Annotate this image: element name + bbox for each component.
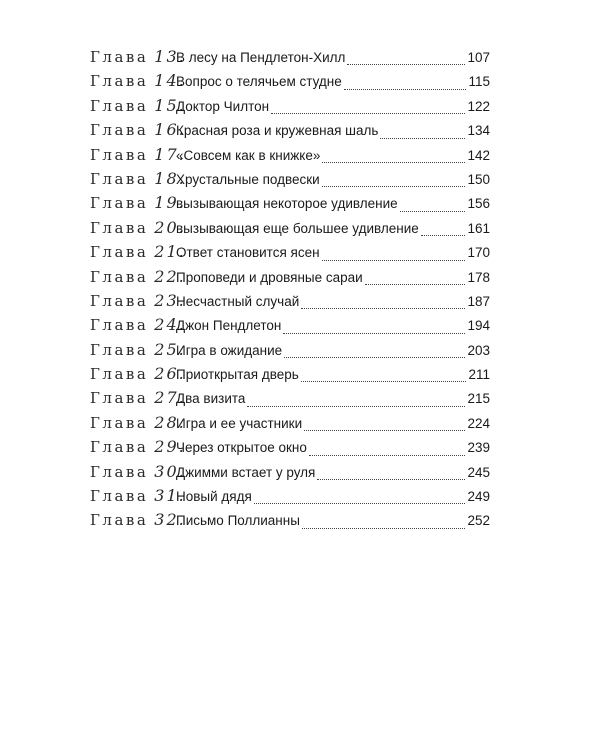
chapter-number: 15.: [154, 95, 186, 115]
page-number: 122: [467, 98, 490, 114]
page-number: 187: [467, 293, 490, 309]
page-number: 142: [467, 147, 490, 163]
chapter-word: Глава: [90, 194, 149, 213]
page-number: 224: [467, 415, 490, 431]
chapter-number: 25.: [154, 339, 186, 359]
chapter-title: Два визита: [176, 391, 246, 407]
chapter-label: [90, 315, 186, 335]
chapter-number: 30.: [154, 461, 186, 481]
chapter-label: [90, 168, 186, 188]
chapter-title: Игра и ее участники: [176, 415, 303, 431]
chapter-word: Глава: [90, 243, 149, 262]
dot-leader: [380, 137, 465, 139]
chapter-title: Через открытое окно: [176, 440, 307, 456]
chapter-number: 19.: [154, 193, 186, 213]
chapter-title: Доктор Чилтон: [176, 98, 270, 114]
page-number: 134: [467, 123, 490, 139]
page-number: 203: [467, 342, 490, 358]
toc-entry: [90, 169, 490, 193]
chapter-word: Глава: [90, 121, 149, 140]
dot-leader: [421, 234, 466, 236]
page-number: 178: [467, 269, 490, 285]
page-number: 211: [468, 367, 490, 383]
chapter-label: [90, 364, 186, 384]
chapter-label: [90, 461, 186, 481]
chapter-word: Глава: [90, 145, 149, 164]
chapter-title: Несчастный случай: [176, 293, 300, 309]
chapter-title: вызывающая еще большее удивление: [176, 220, 419, 236]
chapter-number: 23.: [154, 290, 186, 310]
toc-entry: [90, 193, 490, 217]
toc-entry: [90, 218, 490, 242]
page-number: 239: [467, 440, 490, 456]
toc-entry: [90, 120, 490, 144]
toc-entry: [90, 340, 490, 364]
dot-leader: [302, 527, 466, 529]
chapter-word: Глава: [90, 511, 149, 530]
chapter-word: Глава: [90, 218, 149, 237]
toc-entry: [90, 486, 490, 510]
page-number: 161: [467, 220, 490, 236]
page-number: 249: [467, 489, 490, 505]
dot-leader: [400, 210, 466, 212]
dot-leader: [322, 161, 465, 163]
chapter-title: Джон Пендлетон: [176, 318, 282, 334]
chapter-title: Джимми встает у руля: [176, 464, 316, 480]
toc-entry: [90, 47, 490, 71]
chapter-label: [90, 412, 186, 432]
dot-leader: [309, 454, 466, 456]
toc-entry: [90, 437, 490, 461]
chapter-word: Глава: [90, 340, 149, 359]
chapter-number: 13.: [154, 47, 186, 66]
chapter-title: Вопрос о телячьем студне: [176, 74, 342, 90]
chapter-word: Глава: [90, 291, 149, 310]
chapter-title: Хрустальные подвески: [176, 171, 320, 187]
chapter-word: Глава: [90, 267, 149, 286]
chapter-title: В лесу на Пендлетон-Хилл: [176, 50, 346, 65]
chapter-word: Глава: [90, 413, 149, 432]
chapter-number: 22.: [154, 266, 186, 286]
chapter-word: Глава: [90, 438, 149, 457]
chapter-label: [90, 144, 186, 164]
chapter-label: [90, 510, 186, 530]
toc-entry: [90, 413, 490, 437]
chapter-number: 14.: [154, 71, 186, 91]
toc-entry: [90, 96, 490, 120]
toc-entry: [90, 242, 490, 266]
chapter-label: [90, 193, 186, 213]
chapter-number: 18.: [154, 168, 186, 188]
chapter-number: 27.: [154, 388, 186, 408]
dot-leader: [317, 478, 465, 480]
toc-entry: [90, 462, 490, 486]
chapter-number: 21.: [154, 242, 186, 262]
chapter-title: Новый дядя: [176, 489, 252, 505]
chapter-number: 16.: [154, 120, 186, 140]
dot-leader: [322, 259, 466, 261]
dot-leader: [247, 405, 465, 407]
table-of-contents: [90, 47, 490, 535]
dot-leader: [365, 283, 466, 285]
chapter-number: 28.: [154, 412, 186, 432]
chapter-number: 20.: [154, 217, 186, 237]
dot-leader: [322, 185, 466, 187]
dot-leader: [301, 380, 467, 382]
chapter-word: Глава: [90, 462, 149, 481]
chapter-number: 26.: [154, 364, 186, 384]
dot-leader: [284, 356, 465, 358]
chapter-word: Глава: [90, 169, 149, 188]
toc-entry: [90, 291, 490, 315]
toc-entry: [90, 71, 490, 95]
toc-entry: [90, 267, 490, 291]
chapter-label: [90, 217, 186, 237]
page-number: 115: [468, 74, 490, 90]
page-number: 156: [467, 196, 490, 212]
toc-entry: [90, 510, 490, 534]
toc-entry: [90, 145, 490, 169]
dot-leader: [283, 332, 465, 334]
page-number: 170: [467, 245, 490, 261]
chapter-label: [90, 266, 186, 286]
chapter-title: Приоткрытая дверь: [176, 367, 299, 383]
chapter-number: 17.: [154, 144, 186, 164]
chapter-title: Ответ становится ясен: [176, 245, 320, 261]
chapter-label: [90, 95, 186, 115]
chapter-word: Глава: [90, 389, 149, 408]
chapter-word: Глава: [90, 48, 149, 66]
chapter-label: [90, 339, 186, 359]
page-number: 215: [467, 391, 490, 407]
chapter-word: Глава: [90, 365, 149, 384]
chapter-word: Глава: [90, 72, 149, 91]
chapter-title: Игра в ожидание: [176, 342, 283, 358]
dot-leader: [254, 502, 466, 504]
page-number: 150: [467, 171, 490, 187]
chapter-number: 29.: [154, 437, 186, 457]
chapter-label: [90, 120, 186, 140]
page-number: 107: [467, 50, 490, 65]
page-number: 194: [467, 318, 490, 334]
dot-leader: [347, 63, 465, 65]
chapter-label: [90, 47, 186, 66]
chapter-label: [90, 290, 186, 310]
chapter-title: Письмо Поллианны: [176, 513, 300, 529]
chapter-word: Глава: [90, 316, 149, 335]
chapter-label: [90, 437, 186, 457]
chapter-word: Глава: [90, 487, 149, 506]
page-number: 252: [467, 513, 490, 529]
chapter-title: вызывающая некоторое удивление: [176, 196, 398, 212]
chapter-number: 32.: [154, 510, 186, 530]
chapter-label: [90, 486, 186, 506]
chapter-number: 31.: [154, 486, 186, 506]
dot-leader: [301, 307, 465, 309]
toc-entry: [90, 364, 490, 388]
chapter-label: [90, 242, 186, 262]
chapter-title: «Совсем как в книжке»: [176, 147, 321, 163]
chapter-word: Глава: [90, 96, 149, 115]
toc-entry: [90, 315, 490, 339]
chapter-number: 24.: [154, 315, 186, 335]
dot-leader: [344, 88, 467, 90]
dot-leader: [271, 112, 465, 114]
toc-entry: [90, 388, 490, 412]
chapter-label: [90, 71, 186, 91]
chapter-label: [90, 388, 186, 408]
chapter-title: Проповеди и дровяные сараи: [176, 269, 363, 285]
chapter-title: Красная роза и кружевная шаль: [176, 123, 379, 139]
dot-leader: [304, 429, 465, 431]
page-number: 245: [467, 464, 490, 480]
